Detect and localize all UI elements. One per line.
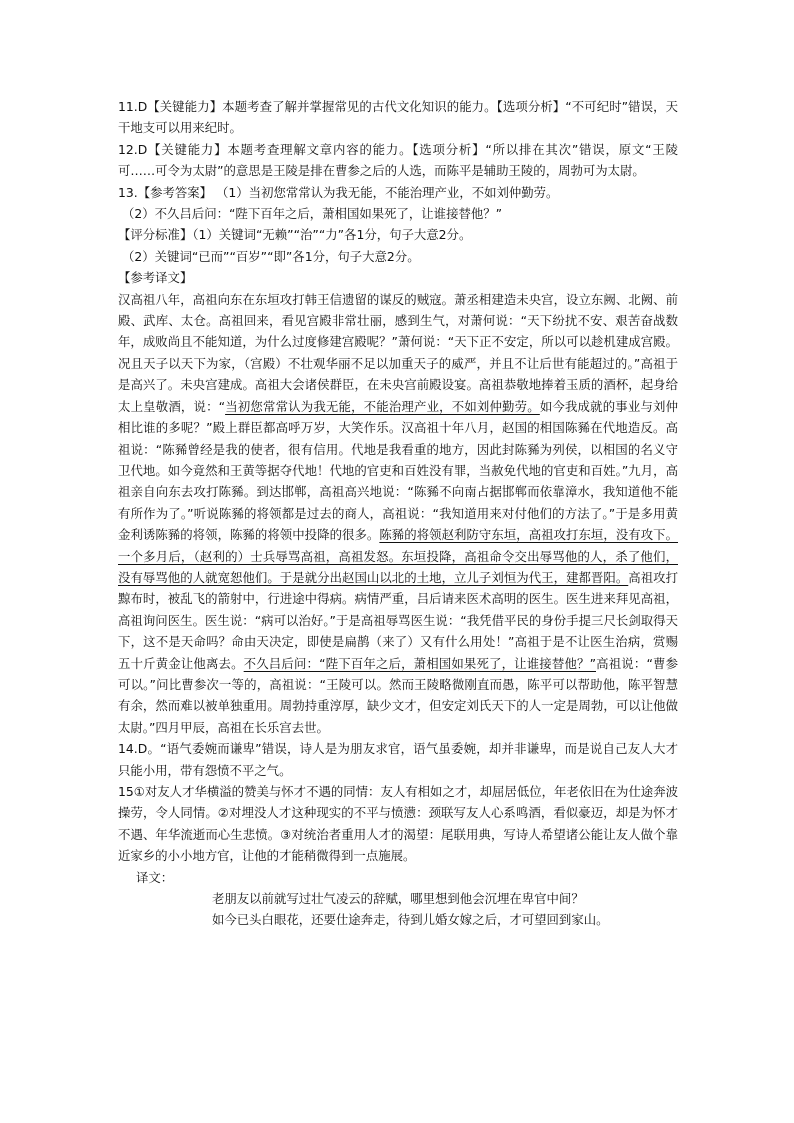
poem-line-2: 如今已头白眼花，还要仕途奔走，待到儿婚女嫁之后，才可望回到家山。 (212, 912, 609, 928)
answer-document (118, 96, 678, 931)
poem-line-1: 老朋友以前就写过壮气凌云的辞赋，哪里想到他会沉埋在卑官中间？ (212, 891, 584, 907)
q12-paragraph: 12.D【关键能力】本题考查理解文章内容的能力。【选项分析】“所以排在其次”错误，原文“王陵可……可令为太尉”的意思是王陵是排在曹参之后的人选，而陈平是辅助王陵的，周勃可为太尉。 (118, 141, 678, 179)
q11-paragraph: 11.D【关键能力】本题考查了解并掌握常见的古代文化知识的能力。【选项分析】“不可纪时”错误，天干地支可以用来纪时。 (118, 99, 678, 136)
q13-criteria-1: 【评分标准】（1）关键词“无赖”“治”“力”各1分，句子大意2分。 (118, 227, 472, 243)
q13-answer-label: 13.【参考答案】 (118, 184, 213, 200)
q13-answer-2: （2）不久吕后问：“陛下百年之后，萧相国如果死了，让谁接替他？” (122, 206, 503, 222)
translation-underlined-1: 当初您常常认为我无能，不能治理产业，不如刘仲勤劳。 (225, 398, 540, 414)
q13-translation (118, 289, 678, 739)
translation-part-4: 高祖说：“曹参可以。”问比曹参次一等的，高祖说：“王陵可以。然而王陵略微刚直而愚，陈平可以帮助他，陈平智慧有余，然而难以被单独重用。周勃持重淳厚，缺少文才，但安定刘氏天下的人一定是周勃，可以让他做太尉。”四月甲辰，高祖在长乐宫去世。 (118, 655, 678, 735)
q14-paragraph: 14.D。“语气委婉而谦卑”错误，诗人是为朋友求官，语气虽委婉，却并非谦卑，而是说自己友人大才只能小用，带有怨愤不平之气。 (118, 741, 678, 778)
q15-paragraph: 15①对友人才华横溢的赞美与怀才不遇的同情：友人有相如之才，却屈居低位，年老依旧在为仕途奔波操劳，令人同情。②对埋没人才这种现实的不平与愤懑：颈联写友人心系鸣酒，看似豪迈，却是为怀才不遇、年华流逝而心生悲愤。③对统治者重用人才的渴望：尾联用典，写诗人希望诸公能让友人做个靠近家乡的小小地方官，让他的才能稍微得到一点施展。 (118, 784, 678, 864)
q13-answer-1: （1）当初您常常认为我无能，不能治理产业，不如刘仲勤劳。 (216, 184, 559, 200)
translation-part-3: 高祖攻打黥布时，被乱飞的箭射中，行进途中得病。病情严重，吕后请来医术高明的医生。医生进来拜见高祖，高祖询问医生。医生说：“病可以治好。”于是高祖辱骂医生说：“我凭借平民的身份手提三尺长剑取得天下，这不是天命吗？命由天决定，即使是扁鹊（来了）又有什么用处！”高祖于是不让医生治病，赏赐五十斤黄金让他离去。 (118, 569, 679, 671)
q13-translation-label: 【参考译文】 (118, 270, 193, 286)
translation-part-2: 如今我成就的事业与刘仲相比谁的多呢？”殿上群臣都高呼万岁，大笑作乐。汉高祖十年八月，赵国的相国陈豨在代地造反。高祖说：“陈豨曾经是我的使者，很有信用。代地是我看重的地方，因此封陈豨为列侯，以相国的名义守卫代地。如今竟然和王黄等据夺代地！代地的官吏和百姓没有罪，当赦免代地的官吏和百姓。”九月，高祖亲自向东去攻打陈豨。到达邯郸，高祖高兴地说：“陈豨不向南占据邯郸而依靠漳水，我知道他不能有所作为了。”听说陈豨的将领都是过去的商人，高祖说：“我知道用来对付他们的方法了。”于是多用黄金利诱陈豨的将领，陈豨的将领中投降的很多。 (118, 398, 679, 543)
q13-answer (118, 182, 678, 203)
translation-part-1: 汉高祖八年，高祖向东在东垣攻打韩王信遗留的谋反的贼寇。萧丞相建造未央宫，设立东阙、北阙、前殿、武库、太仓。高祖回来，看见宫殿非常壮丽，感到生气，对萧何说：“天下纷扰不安、艰苦奋战数年，成败尚且不能知道，为什么过度修建宫殿呢？”萧何说：“天下正不安定，所以可以趁机建成宫殿。况且天子以天下为家，（宫殿）不壮观华丽不足以加重天子的威严，并且不让后世有能超过的。”高祖于是高兴了。未央宫建成。高祖大会诸侯群臣，在未央宫前殿设宴。高祖恭敬地捧着玉质的酒杯，起身给太上皇敬酒，说：“ (118, 291, 678, 414)
q15-translation-label: 译文： (136, 869, 174, 885)
translation-underlined-2: 陈豨的将领赵利防守东垣，高祖攻打东垣，没有攻下。一个多月后，（赵利的）士兵辱骂高祖，高祖发怒。东垣投降，高祖命令交出辱骂他的人，杀了他们，没有辱骂他的人就宽恕他们。于是就分出赵国山以北的土地，立儿子刘恒为代王，建都晋阳。 (118, 527, 679, 585)
q13-criteria-2: （2）关键词“已而”“百岁”“即”各1分，句子大意2分。 (122, 248, 420, 264)
translation-underlined-3: 不久吕后问：“陛下百年之后，萧相国如果死了，让谁接替他？” (243, 655, 596, 671)
